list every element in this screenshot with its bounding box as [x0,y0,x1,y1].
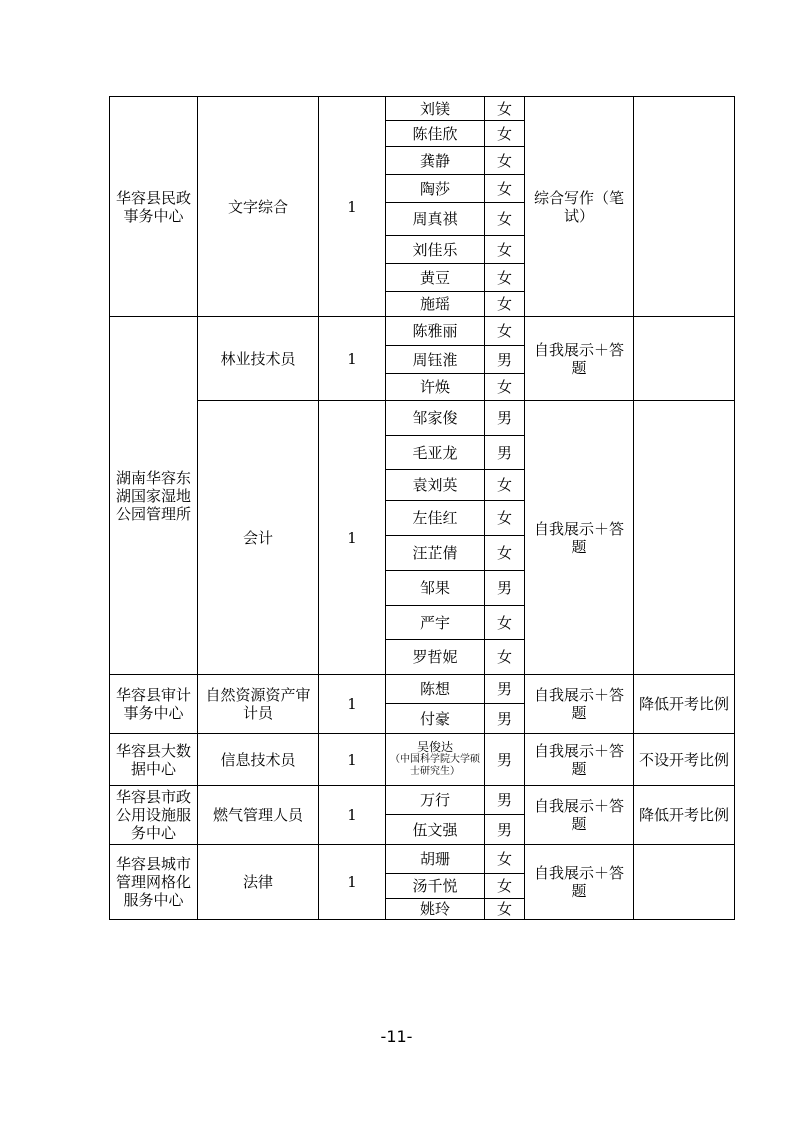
candidate-gender: 男 [485,675,525,704]
remark-cell [634,97,735,317]
candidate-name: 周真祺 [386,203,485,236]
candidate-name: 汪芷倩 [386,536,485,571]
candidate-gender: 男 [485,734,525,786]
candidate-gender: 女 [485,236,525,264]
count-cell: 1 [319,786,386,845]
candidate-name: 陈想 [386,675,485,704]
candidate-gender: 女 [485,203,525,236]
candidate-gender: 男 [485,704,525,734]
candidate-name: 罗哲妮 [386,640,485,675]
candidate-gender: 女 [485,374,525,401]
unit-cell: 华容县城市管理网格化服务中心 [110,845,198,920]
remark-cell [634,401,735,675]
remark-cell: 降低开考比例 [634,786,735,845]
table-row [110,97,735,121]
candidate-name [386,734,485,786]
post-cell: 法律 [198,845,319,920]
remark-cell [634,845,735,920]
table-row [110,734,735,786]
candidate-gender: 男 [485,346,525,374]
candidate-gender: 女 [485,175,525,203]
count-cell: 1 [319,845,386,920]
candidate-name: 胡珊 [386,845,485,874]
post-cell: 林业技术员 [198,317,319,401]
candidate-name: 邹果 [386,571,485,606]
candidate-name: 陈佳欣 [386,121,485,147]
candidate-name: 陶莎 [386,175,485,203]
candidate-gender: 男 [485,401,525,436]
candidate-name: 黄豆 [386,264,485,292]
method-cell: 综合写作（笔试） [525,97,634,317]
candidate-table [109,96,735,920]
table-row [110,401,735,436]
table-row [110,675,735,704]
candidate-name: 姚玲 [386,899,485,920]
candidate-name: 严宇 [386,606,485,640]
candidate-name: 毛亚龙 [386,436,485,470]
candidate-name: 龚静 [386,147,485,175]
remark-cell: 不设开考比例 [634,734,735,786]
post-cell: 文字综合 [198,97,319,317]
count-cell: 1 [319,97,386,317]
candidate-name-text: 吴俊达 [416,740,453,754]
candidate-name: 万行 [386,786,485,815]
candidate-gender: 女 [485,874,525,899]
method-cell: 自我展示＋答题 [525,734,634,786]
candidate-gender: 女 [485,292,525,317]
table-row [110,317,735,346]
candidate-gender: 女 [485,640,525,675]
count-cell: 1 [319,401,386,675]
candidate-gender: 男 [485,571,525,606]
candidate-name: 刘镁 [386,97,485,121]
method-cell: 自我展示＋答题 [525,401,634,675]
candidate-gender: 女 [485,97,525,121]
candidate-gender: 女 [485,899,525,920]
candidate-gender: 女 [485,147,525,175]
table-row [110,786,735,815]
table-body [110,97,735,920]
candidate-gender: 女 [485,845,525,874]
method-cell: 自我展示＋答题 [525,675,634,734]
method-cell: 自我展示＋答题 [525,845,634,920]
candidate-gender: 男 [485,436,525,470]
candidate-note: （中国科学院大学硕士研究生） [390,754,480,777]
candidate-name: 陈雅丽 [386,317,485,346]
candidate-name: 许焕 [386,374,485,401]
count-cell: 1 [319,734,386,786]
unit-cell: 华容县市政公用设施服务中心 [110,786,198,845]
table-row [110,845,735,874]
candidate-name: 左佳红 [386,501,485,536]
candidate-gender: 女 [485,536,525,571]
candidate-gender: 女 [485,501,525,536]
method-cell: 自我展示＋答题 [525,317,634,401]
post-cell: 会计 [198,401,319,675]
candidate-gender: 男 [485,815,525,845]
candidate-name: 施瑶 [386,292,485,317]
remark-cell [634,317,735,401]
candidate-gender: 女 [485,121,525,147]
unit-cell: 华容县审计事务中心 [110,675,198,734]
candidate-name: 刘佳乐 [386,236,485,264]
post-cell: 自然资源资产审计员 [198,675,319,734]
page-number: -11- [380,1027,413,1046]
candidate-gender: 男 [485,786,525,815]
count-cell: 1 [319,317,386,401]
candidate-gender: 女 [485,606,525,640]
candidate-name: 邹家俊 [386,401,485,436]
remark-cell: 降低开考比例 [634,675,735,734]
method-cell: 自我展示＋答题 [525,786,634,845]
unit-cell: 华容县民政事务中心 [110,97,198,317]
candidate-name: 付豪 [386,704,485,734]
post-cell: 信息技术员 [198,734,319,786]
candidate-gender: 女 [485,470,525,501]
count-cell: 1 [319,675,386,734]
post-cell: 燃气管理人员 [198,786,319,845]
candidate-name: 袁刘英 [386,470,485,501]
candidate-name: 周钰淮 [386,346,485,374]
candidate-gender: 女 [485,317,525,346]
candidate-name: 汤千悦 [386,874,485,899]
candidate-gender: 女 [485,264,525,292]
unit-cell: 华容县大数据中心 [110,734,198,786]
unit-cell: 湖南华容东湖国家湿地公园管理所 [110,317,198,675]
candidate-name: 伍文强 [386,815,485,845]
